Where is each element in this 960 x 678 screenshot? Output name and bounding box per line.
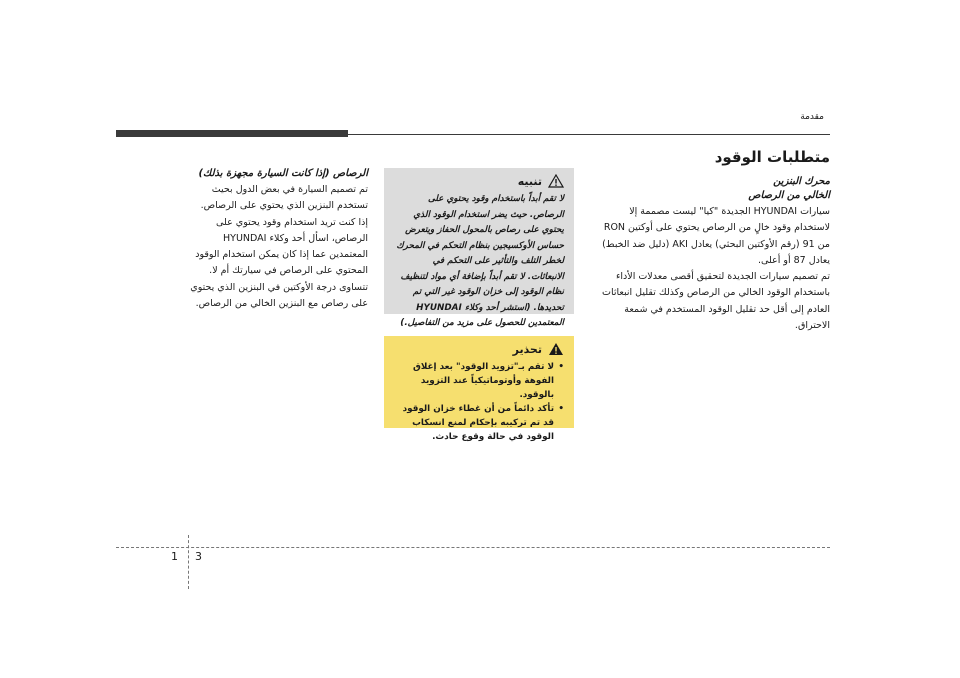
gasoline-engine-heading: محرك البنزين [773, 176, 830, 187]
section-name: مقدمة [800, 112, 824, 122]
footer-divider [188, 535, 189, 589]
column-notices [384, 168, 574, 442]
unleaded-paragraph: سيارات HYUNDAI الجديدة "كيا" ليست مصممة إلا لاستخدام وقود خالٍ من الرصاص يحتوي على أوكتين RON من 91 (رقم الأوكتين البحثي) يعادل AKI (دليل ضد الخبط) يعادل 87 أو أعلى. [602, 206, 830, 266]
page-number: 3 [195, 550, 202, 563]
leaded-paragraph: تم تصميم السيارة في بعض الدول بحيث تستخدم البنزين الذي يحتوي على الرصاص. [200, 184, 368, 212]
warning-title: تحذير [512, 342, 542, 356]
unleaded-heading: الخالي من الرصاص [748, 190, 830, 201]
header-rule-thin [348, 134, 830, 135]
header-rule-thick [116, 130, 348, 137]
warning-list [394, 360, 564, 444]
leaded-heading: الرصاص (إذا كانت السيارة مجهزة بذلك) [198, 168, 368, 179]
notice-title-row [394, 174, 564, 188]
warning-icon [548, 342, 564, 356]
caution-icon [548, 174, 564, 188]
chapter-number: 1 [171, 550, 178, 563]
warning-item: • لا تقم بـ"تزويد الوقود" بعد إغلاق الفوهة وأوتوماتيكياً عند التزويد بالوقود. [394, 360, 564, 402]
warning-box [384, 336, 574, 442]
column-unleaded [592, 148, 830, 334]
warning-item: • تأكد دائماً من أن غطاء خزان الوقود قد تم تركيبه بإحكام لمنع انسكاب الوقود في حالة وقوع حادث. [394, 402, 564, 444]
unleaded-paragraph: تم تصميم سيارات الجديدة لتحقيق أقصى معدلات الأداء باستخدام الوقود الخالي من الرصاص وكذلك تقليل انبعاثات العادم إلى أقل حد تقليل الوقود المستخدم في شمعة الاحتراق. [602, 271, 830, 332]
notice-box [384, 168, 574, 328]
notice-text: لا تقم أبداً باستخدام وقود يحتوي على الرصاص. حيث يضر استخدام الوقود الذي يحتوي على رصاص بالمحول الحفاز ويتعرض حساس الأوكسيجين بنظام التحكم في المحرك لخطر التلف والتأثير على التحكم في الانبعاثات. لا تقم أبداً بإضافة أي مواد لتنظيف نظام الوقود إلى خزان الوقود غير التي تم تحديدها. (استشر أحد وكلاء HYUNDAI المعتمدين للحصول على مزيد من التفاصيل.) [396, 194, 564, 328]
notice-title: تنبيه [517, 174, 542, 188]
footer-rule [116, 547, 830, 548]
fuel-requirements-title: متطلبات الوقود [714, 148, 830, 166]
warning-title-row [394, 342, 564, 356]
column-leaded [190, 168, 368, 312]
leaded-paragraph: إذا كنت تريد استخدام وقود يحتوي على الرصاص، اسأل أحد وكلاء HYUNDAI المعتمدين عما إذا كان يمكن استخدام الوقود المحتوي على الرصاص في سيارتك أم لا. [195, 216, 368, 277]
leaded-paragraph: تتساوى درجة الأوكتين في البنزين الذي يحتوي على رصاص مع البنزين الخالي من الرصاص. [190, 281, 368, 310]
